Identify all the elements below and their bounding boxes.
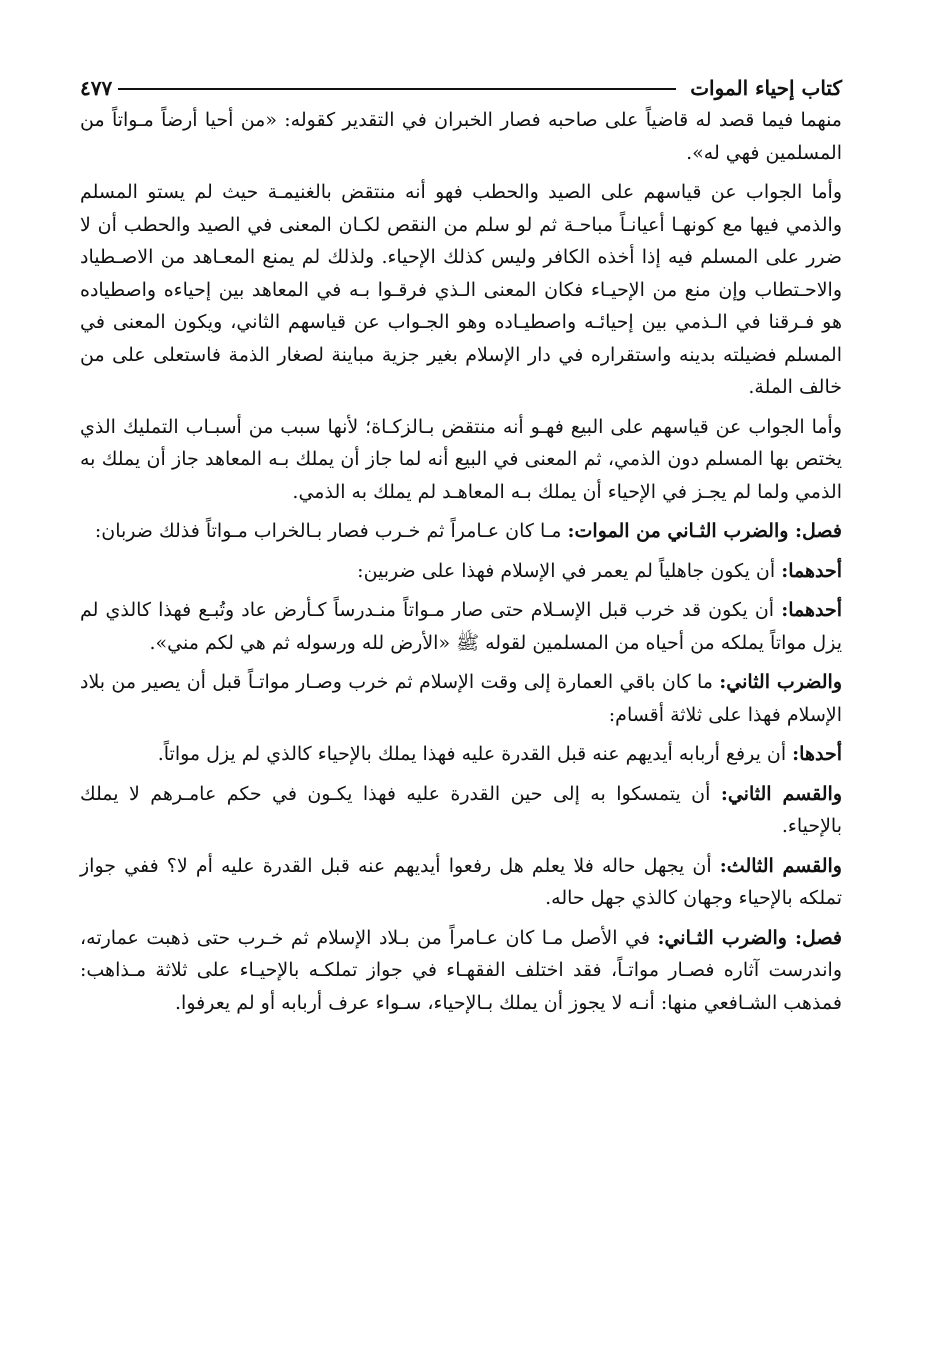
paragraph-lead: أحدهما:: [781, 559, 842, 582]
paragraph: [80, 104, 842, 169]
header-rule: [118, 88, 676, 90]
paragraph-lead: فصل: والضرب الثـاني:: [657, 926, 842, 949]
paragraph-text: أن يرفع أربابه أيديهم عنه قبل القدرة عليه فهذا يملك بالإحياء كالذي لم يزل مواتاً.: [157, 743, 793, 765]
paragraph: [80, 666, 842, 731]
page-number: ٤٧٧: [80, 76, 113, 100]
paragraph-lead: والقسم الثاني:: [720, 782, 842, 805]
running-title: كتاب إحياء الموات: [690, 76, 842, 100]
paragraph-text: أن يتمسكوا به إلى حين القدرة عليه فهذا يكـون في حكم عامـرهم لا يملك بالإحياء.: [80, 782, 842, 837]
paragraph-lead: أحدهما:: [781, 599, 842, 621]
paragraph: [80, 738, 842, 771]
page-body: [80, 104, 842, 1019]
paragraph-text: أن يجهل حاله فلا يعلم هل رفعوا أيديهم عنه قبل القدرة عليه أم لا؟ ففي جواز تملكه بالإحياء وجهان كالذي جهل حاله.: [80, 854, 842, 909]
paragraph: [80, 555, 842, 588]
paragraph: [80, 850, 842, 915]
paragraph-text: ما كان باقي العمارة إلى وقت الإسلام ثم خرب وصـار مواتـاً قبل أن يصير من بلاد الإسلام فهذا على ثلاثة أقسام:: [80, 671, 842, 726]
paragraph-text: منهما فيما قصد له قاضياً على صاحبه فصار الخبران في التقدير كقوله: «من أحيا أرضاً مـواتاً من المسلمين فهي له».: [80, 109, 842, 164]
paragraph-text: أن يكون جاهلياً لم يعمر في الإسلام فهذا على ضربين:: [357, 559, 782, 582]
paragraph-text: مـا كان عـامراً ثم خـرب فصار بـالخراب مـواتاً فذلك ضربان:: [94, 520, 568, 542]
paragraph: [80, 176, 842, 404]
paragraph: [80, 778, 842, 843]
paragraph-lead: أحدها:: [792, 743, 842, 765]
paragraph-text: أن يكون قد خرب قبل الإسـلام حتى صار مـواتاً منـدرساً كـأرض عاد وتُبـع فهذا كالذي لم يزل مواتاً يملكه من أحياه من المسلمين لقوله ﷺ «الأرض لله ورسوله ثم هي لكم مني».: [80, 599, 842, 654]
paragraph-lead: والضرب الثاني:: [719, 671, 843, 693]
paragraph-text: وأما الجواب عن قياسهم على البيع فهـو أنه منتقض بـالزكـاة؛ لأنها سبب من أسبـاب التمليك الذي يختص بها المسلم دون الذمي، ثم المعنى في البيع أنه لما جاز أن يملك بـه المعاهد جاز أن يملك به الذمي ولما لم يجـز في الإحياء أن يملك بـه المعاهـد لم يملك به الذمي.: [80, 415, 842, 503]
paragraph-lead: فصل: والضرب الثـاني من الموات:: [567, 520, 842, 542]
paragraph-lead: والقسم الثالث:: [719, 854, 842, 877]
page-header: [80, 60, 842, 104]
paragraph-text: وأما الجواب عن قياسهم على الصيد والحطب فهو أنه منتقض بالغنيمـة حيث لم يستو المسلم والذمي فيها مع كونهـا أعيانـاً مباحـة ثم لو سلم من النقص لكـان المعنى في الصيد والحطب أن لا ضرر على المسلم فيه إذا أخذه الكافر وليس كذلك الإحياء. ولذلك لم يمنع المعـاهد من الاصـطياد والاحـتطاب وإن منع من الإحيـاء فكان المعنى الـذي فرقـوا بـه في المعاهد بين إحياءه واصطياده هو فـرقنا في الـذمي بين إحيائـه واصطيـاده وهو الجـواب عن قياسهم الثاني، ويكون المعنى في المسلم فضيلته بدينه واستقراره في دار الإسلام بغير جزية مباينة لصغار الذمة فاستعلى على من خالف الملة.: [80, 181, 842, 398]
paragraph-text: في الأصل مـا كان عـامراً من بـلاد الإسلام ثم خـرب حتى ذهبت عمارته، واندرست آثاره فصـار مواتـاً، فقد اختلف الفقهـاء في جواز تملكـه بالإحيـاء على ثلاثة مـذاهب: فمذهب الشـافعي منها: أنـه لا يجوز أن يملك بـالإحياء، سـواء عرف أربابه أو لم يعرفوا.: [80, 926, 842, 1014]
book-page: [80, 60, 842, 1026]
paragraph: [80, 594, 842, 659]
paragraph: [80, 515, 842, 548]
paragraph: [80, 411, 842, 509]
paragraph: [80, 922, 842, 1020]
